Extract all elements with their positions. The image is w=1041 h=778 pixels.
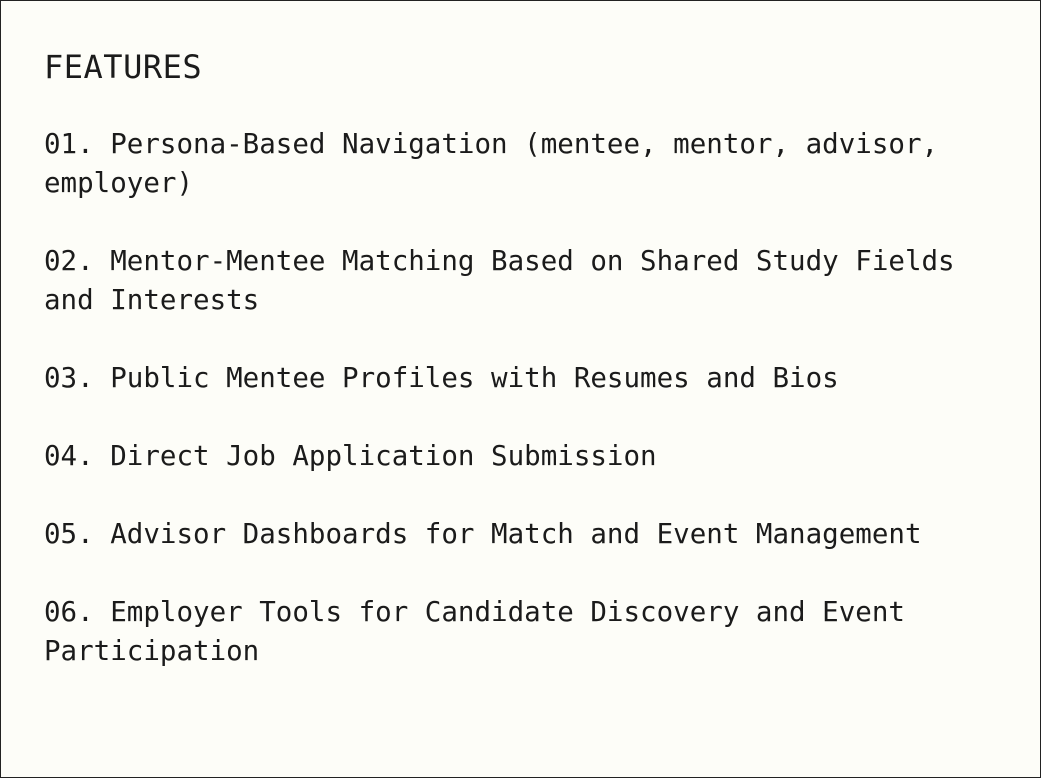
feature-number: 02. xyxy=(44,245,94,277)
feature-text: Mentor-Mentee Matching Based on Shared Study Fields and Interests xyxy=(44,245,955,316)
feature-text: Direct Job Application Submission xyxy=(110,440,657,472)
feature-text: Public Mentee Profiles with Resumes and Bios xyxy=(110,362,839,394)
feature-number: 05. xyxy=(44,518,94,550)
feature-item-01 xyxy=(44,125,1019,203)
feature-number: 04. xyxy=(44,440,94,472)
section-heading: FEATURES xyxy=(44,48,203,86)
feature-number: 03. xyxy=(44,362,94,394)
feature-text: Advisor Dashboards for Match and Event Management xyxy=(110,518,922,550)
feature-item-04 xyxy=(44,437,1019,476)
feature-item-03 xyxy=(44,359,1019,398)
feature-number: 06. xyxy=(44,596,94,628)
feature-item-05 xyxy=(44,515,1019,554)
feature-number: 01. xyxy=(44,128,94,160)
feature-text: Employer Tools for Candidate Discovery and Event Participation xyxy=(44,596,905,667)
features-section xyxy=(44,45,1019,710)
feature-item-02 xyxy=(44,242,1019,320)
feature-item-06 xyxy=(44,593,1019,671)
features-list xyxy=(44,125,1019,671)
feature-text: Persona-Based Navigation (mentee, mentor, advisor, employer) xyxy=(44,128,939,199)
